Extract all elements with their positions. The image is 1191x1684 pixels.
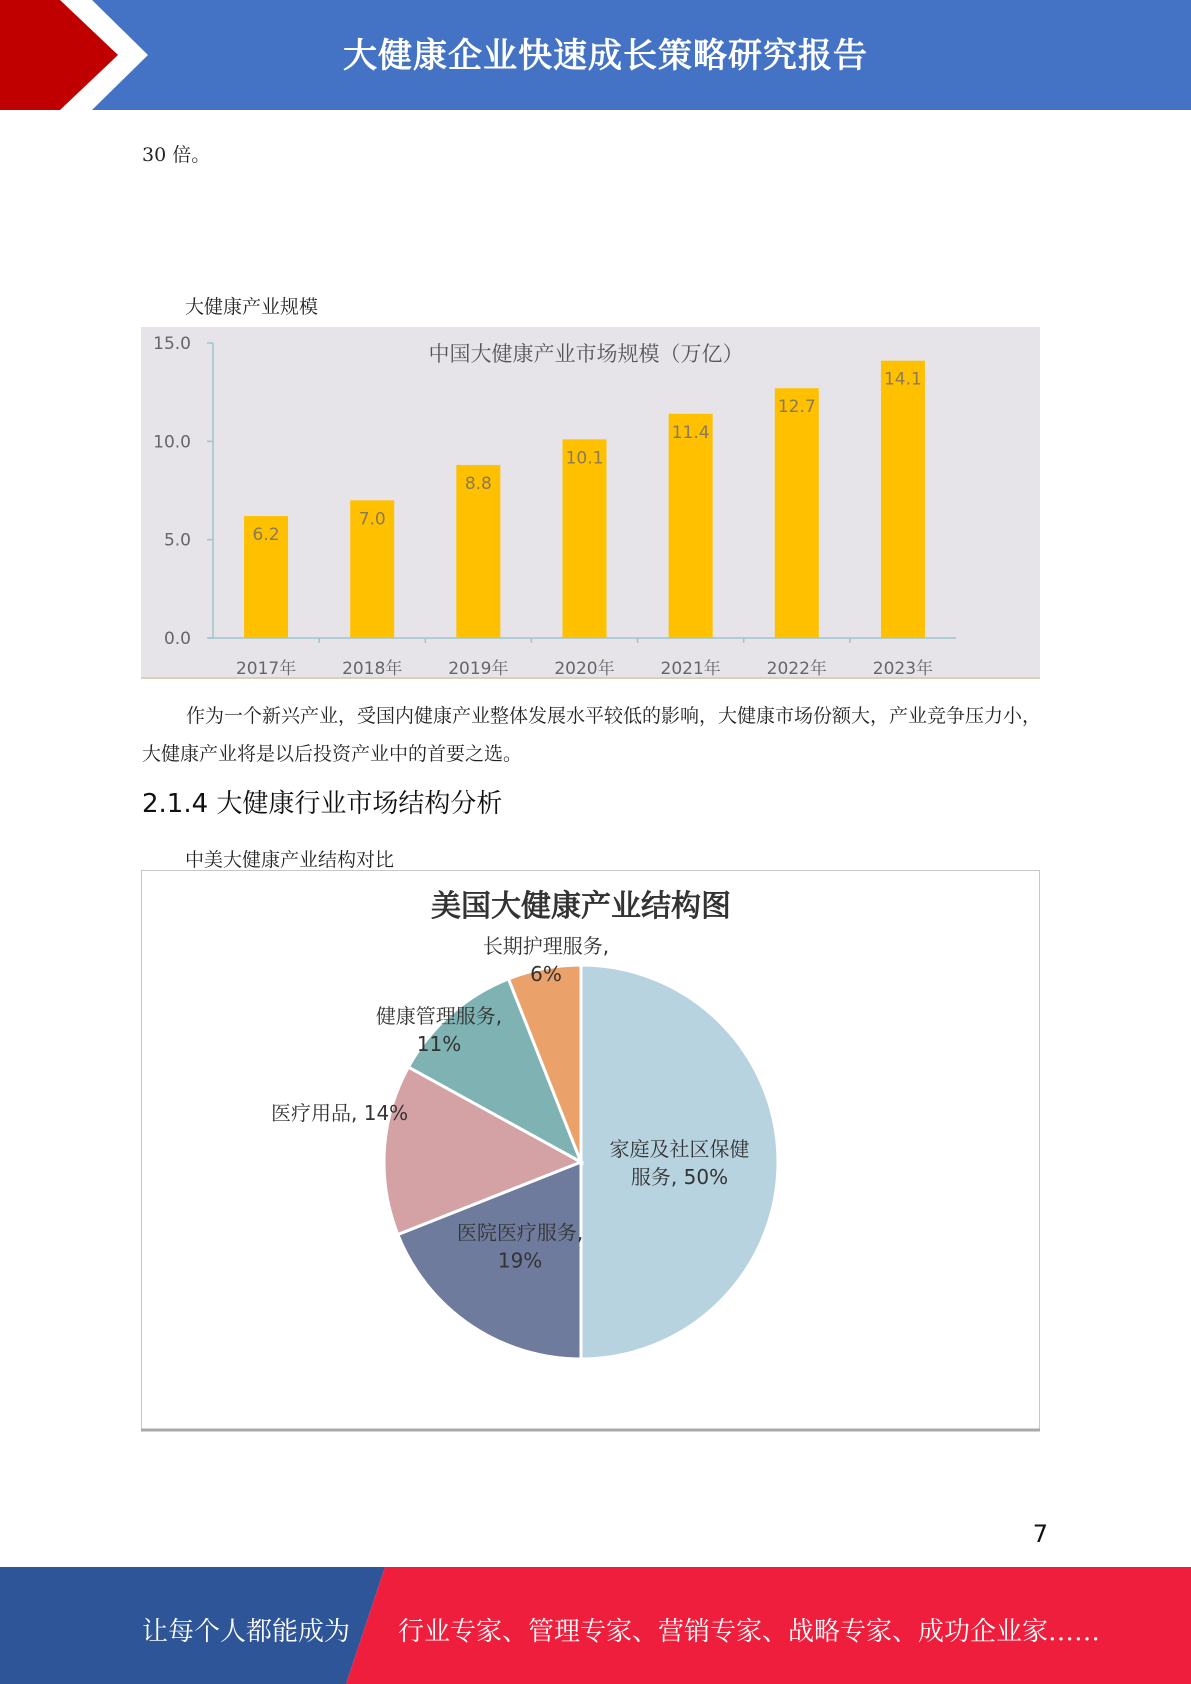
bar [881,361,925,638]
bar-value-label: 6.2 [252,525,280,546]
pie-slice-label: 健康管理服务, [375,1004,503,1028]
bar [775,388,819,638]
page-number: 7 [1032,1520,1048,1548]
bar-value-label: 8.8 [464,473,492,494]
section-heading: 2.1.4 大健康行业市场结构分析 [142,789,503,819]
figure-caption-market-size: 大健康产业规模 [185,296,319,318]
pie-slice-label: 6% [530,962,562,986]
pie-slice-label: 长期护理服务, [482,934,610,958]
x-tick-label: 2017年 [235,659,297,679]
bar-value-label: 14.1 [883,369,922,390]
bar [563,439,607,638]
body-paragraph: 作为一个新兴产业，受国内健康产业整体发展水平较低的影响，大健康市场份额大，产业竞争压力小，大健康产业将是以后投资产业中的首要之选。 [142,705,1042,765]
pie-slice-label: 医院医疗服务, [456,1220,584,1245]
bar-value-label: 11.4 [671,422,710,443]
page-footer [0,1567,1191,1684]
x-tick-label: 2018年 [342,659,403,679]
x-tick-label: 2020年 [554,659,615,679]
footer-slogan-right: 行业专家、管理专家、营销专家、战略专家、成功企业家…… [398,1617,1101,1647]
pie-slice-label: 服务, 50% [630,1165,729,1189]
x-tick-label: 2023年 [872,659,934,679]
report-title: 大健康企业快速成长策略研究报告 [343,36,868,76]
y-tick-label: 15.0 [153,334,191,354]
pie-slice-label: 11% [416,1032,462,1056]
pie-chart-us-structure [141,870,1040,1432]
y-tick-label: 0.0 [163,629,191,649]
x-tick-label: 2019年 [448,659,509,679]
chart-title: 美国大健康产业结构图 [431,889,731,924]
bar-value-label: 7.0 [358,509,386,530]
pie-slice-label: 医疗用品, 14% [271,1101,409,1125]
intro-fragment: 30 倍。 [142,144,211,166]
chart-title: 中国大健康产业市场规模（万亿） [428,342,744,366]
x-tick-label: 2021年 [660,659,721,679]
pie-slice-label: 家庭及社区保健 [609,1137,750,1161]
x-tick-label: 2022年 [766,659,827,679]
page-header [0,0,1191,110]
figure-caption-structure: 中美大健康产业结构对比 [185,849,395,871]
bar [669,414,713,638]
pie-slice-label: 19% [497,1248,543,1273]
y-tick-label: 5.0 [163,530,191,551]
bar-chart-market-size [141,327,1040,679]
bar-value-label: 10.1 [565,448,604,469]
y-tick-label: 10.0 [153,432,191,453]
bar-value-label: 12.7 [777,397,816,418]
footer-slogan-left: 让每个人都能成为 [142,1617,351,1647]
